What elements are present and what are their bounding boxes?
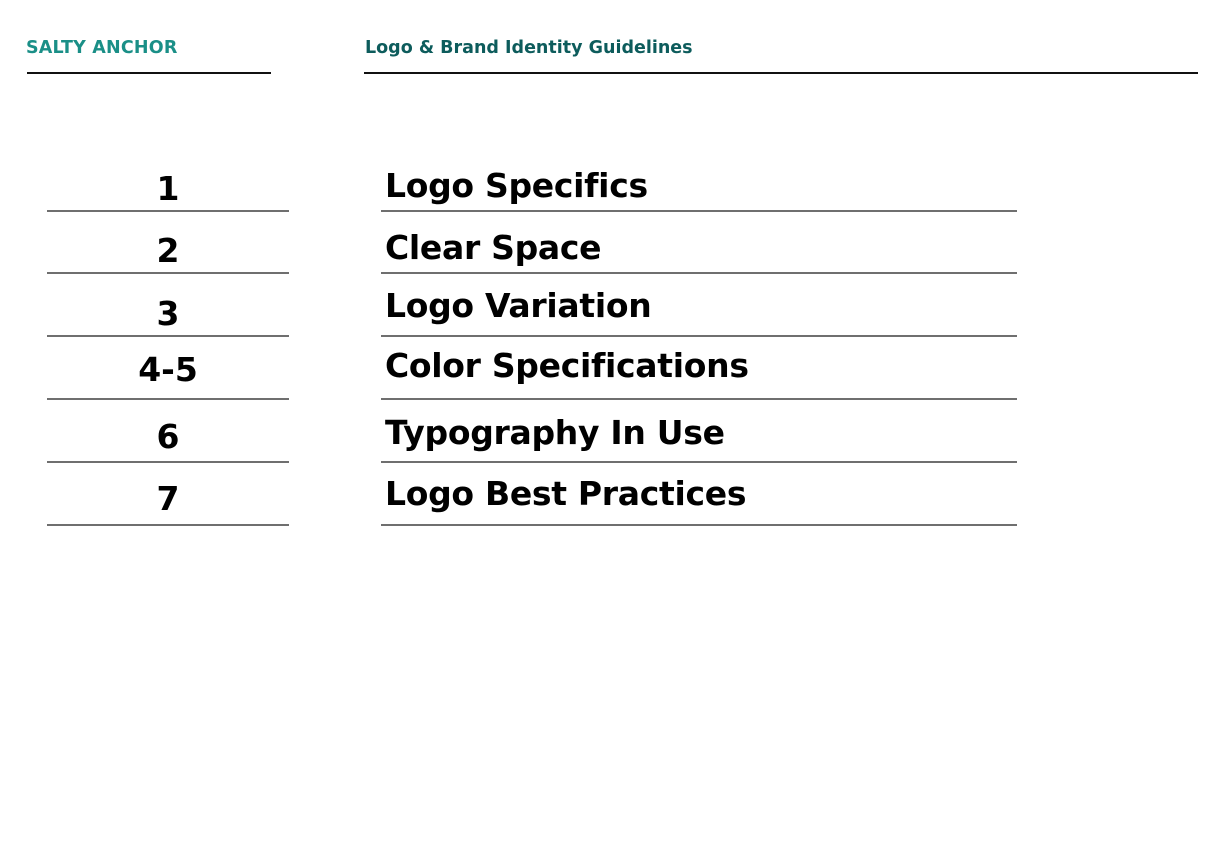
toc-page-number: 3 <box>156 294 180 333</box>
toc-number-rule <box>47 210 289 212</box>
toc-entry-title: Logo Specifics <box>385 166 648 205</box>
toc-entry-title: Color Specifications <box>385 346 749 385</box>
toc-entry-rule <box>381 524 1017 526</box>
toc-entry-rule <box>381 272 1017 274</box>
document-title: Logo & Brand Identity Guidelines <box>365 38 693 58</box>
toc-entry-title: Logo Variation <box>385 286 652 325</box>
toc-page-number: 2 <box>156 231 180 270</box>
toc-number-rule <box>47 272 289 274</box>
brand-rule <box>27 72 271 74</box>
toc-page-number: 4-5 <box>138 350 198 389</box>
toc-page-number: 7 <box>156 479 180 518</box>
toc-number-rule <box>47 335 289 337</box>
toc-entry-rule <box>381 210 1017 212</box>
toc-entry-title: Clear Space <box>385 228 602 267</box>
toc-number-rule <box>47 398 289 400</box>
toc-page-number: 6 <box>156 417 180 456</box>
toc-entry-title: Logo Best Practices <box>385 474 747 513</box>
toc-entry-rule <box>381 461 1017 463</box>
toc-entry-rule <box>381 398 1017 400</box>
toc-entry-rule <box>381 335 1017 337</box>
toc-page-number: 1 <box>156 169 180 208</box>
toc-number-rule <box>47 461 289 463</box>
brand-name: SALTY ANCHOR <box>26 38 178 58</box>
toc-number-rule <box>47 524 289 526</box>
title-rule <box>364 72 1198 74</box>
toc-entry-title: Typography In Use <box>385 413 725 452</box>
